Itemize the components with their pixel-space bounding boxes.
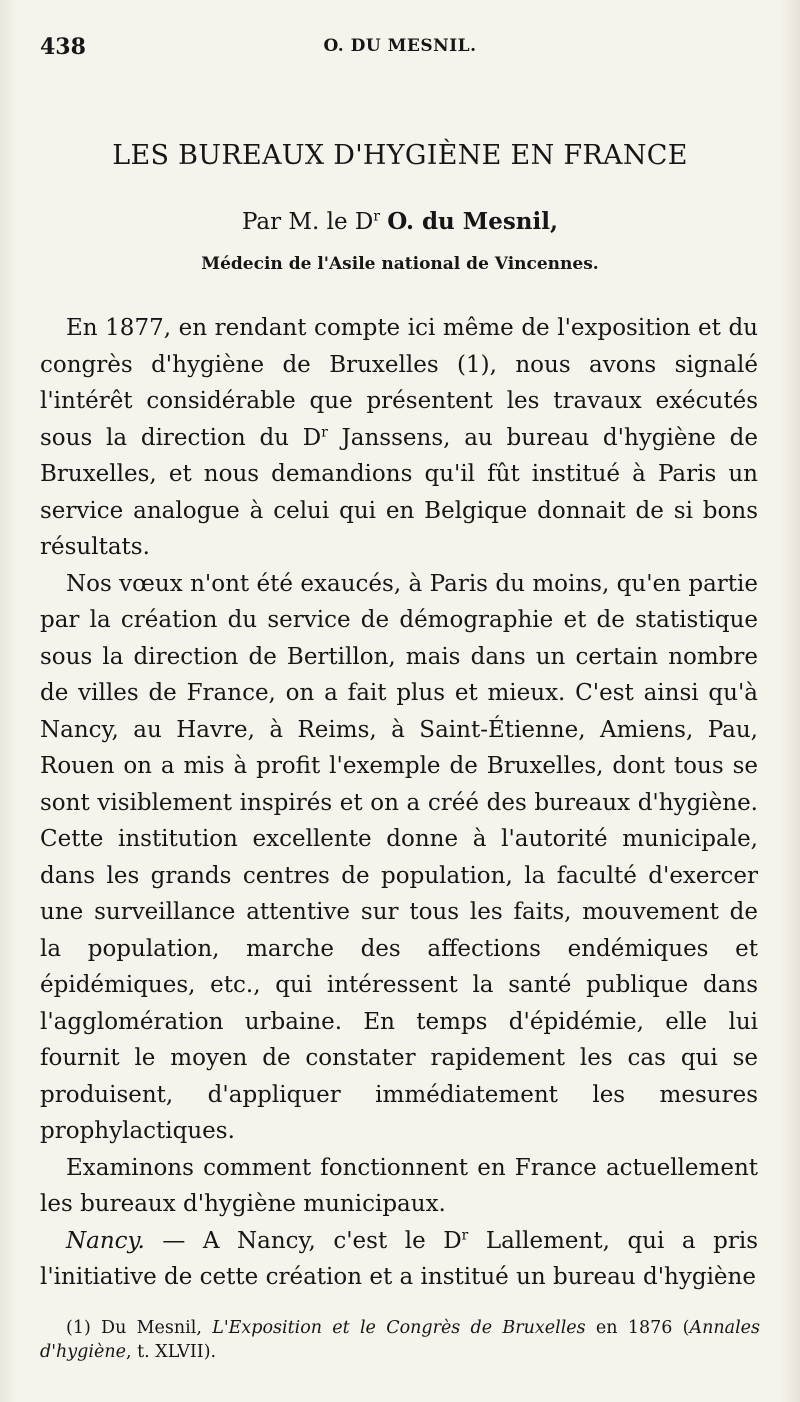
paragraph: Nancy. — A Nancy, c'est le $D^r$ Lallement, qui a pris l'initiative de cette création et a institué un bureau d'hygiène bbox=[40, 1226, 758, 1290]
page-header bbox=[40, 34, 760, 66]
paragraph: Nos vœux n'ont été exaucés, à Paris du moins, qu'en partie par la création du service de démographie et de statistique sous la direction de Bertillon, mais dans un certain nombre de villes de France, on a fait plus et mieux. C'est ainsi qu'à Nancy, au Havre, à Reims, à Saint-Étienne, Amiens, Pau, Rouen on a mis à profit l'exemple de Bruxelles, dont tous se sont visiblement inspirés et on a créé des bureaux d'hygiène. Cette institution excellente donne à l'autorité municipale, dans les grands centres de population, la faculté d'exercer une surveillance attentive sur tous les faits, mouvement de la population, marche des affections endémiques et épidémiques, etc., qui intéressent la santé publique dans l'agglomération urbaine. En temps d'épidémie, elle lui fournit le moyen de constater rapidement les cas qui se produisent, d'appliquer immédiatement les mesures prophylactiques. bbox=[40, 570, 758, 1144]
article-title: LES BUREAUX D'HYGIÈNE EN FRANCE bbox=[112, 140, 688, 171]
footnote: (1) Du Mesnil, L'Exposition et le Congrès de Bruxelles en 1876 (Annales d'hygiène, t. XLVII). bbox=[40, 1318, 761, 1362]
author-name: O. du Mesnil, bbox=[387, 208, 559, 235]
byline-superscript: r bbox=[373, 208, 380, 225]
byline-prefix: Par M. le D bbox=[241, 209, 374, 235]
section-label: Nancy. bbox=[66, 1227, 145, 1254]
author-affiliation: Médecin de l'Asile national de Vincennes. bbox=[201, 254, 599, 274]
page-number: 438 bbox=[40, 34, 86, 60]
article-body bbox=[40, 310, 758, 1296]
footnote-title: L'Exposition et le Congrès de Bruxelles bbox=[212, 1318, 586, 1338]
article-byline bbox=[40, 208, 760, 235]
footnote-journal: Annales d'hygiène bbox=[40, 1318, 761, 1362]
running-head: O. DU MESNIL. bbox=[323, 36, 477, 56]
paragraph: En 1877, en rendant compte ici même de l'exposition et du congrès d'hygiène de Bruxelles (1), nous avons signalé l'intérêt considérable que présentent les travaux exécutés sous la direction du $D^r$ Janssens, au bureau d'hygiène de Bruxelles, et nous demandions qu'il fût institué à Paris un service analogue à celui qui en Belgique donnait de si bons résultats. bbox=[40, 315, 758, 560]
paragraph: Examinons comment fonctionnent en France actuellement les bureaux d'hygiène municipaux. bbox=[40, 1154, 758, 1217]
